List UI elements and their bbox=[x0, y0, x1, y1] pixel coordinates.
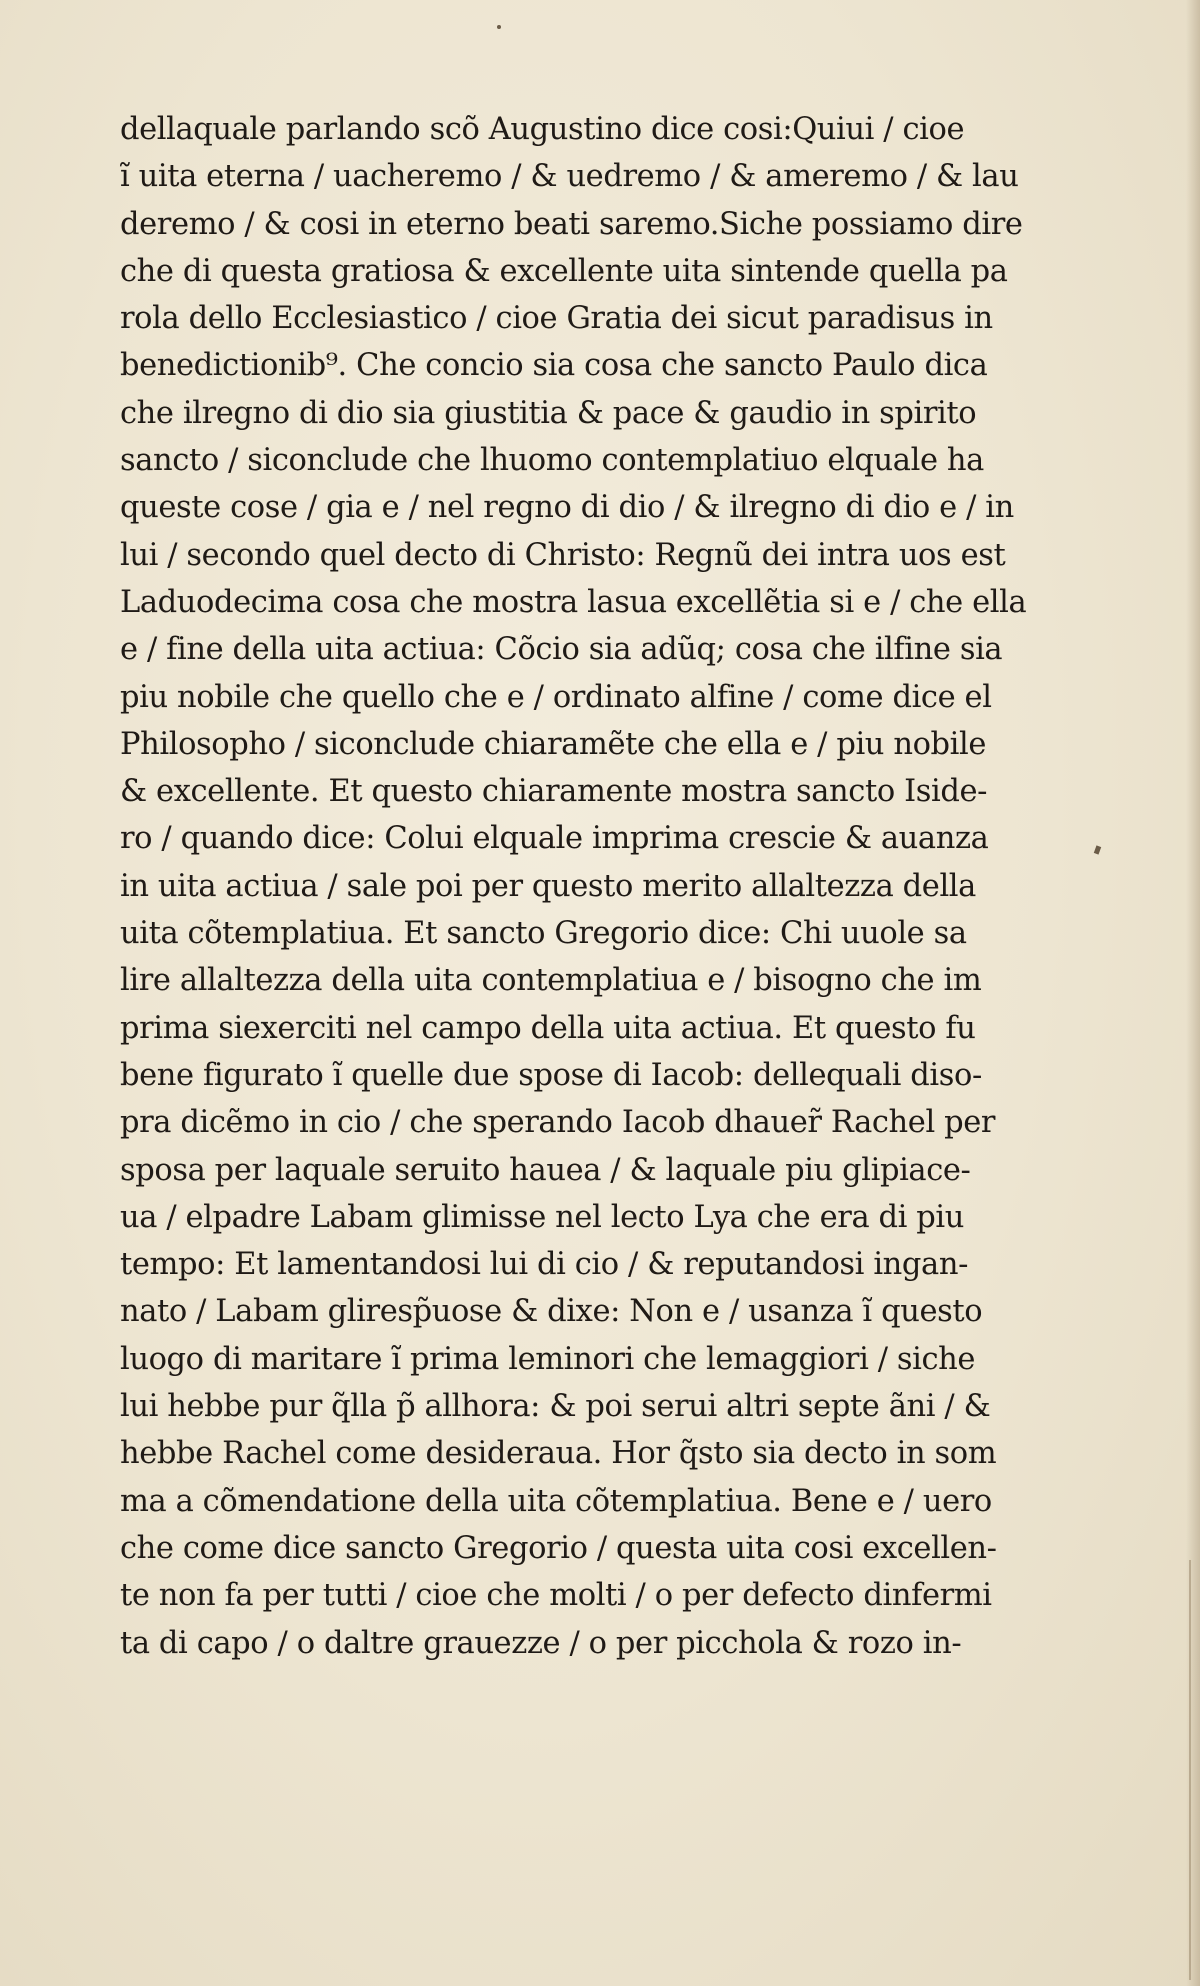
text-line: e / fine della uita actiua: Cõcio sia adũq; cosa che ilfine sia bbox=[120, 632, 1003, 668]
text-line: ĩ uita eterna / uacheremo / & uedremo / & ameremo / & lau bbox=[120, 159, 1019, 195]
text-line: benedictionib⁹. Che concio sia cosa che sancto Paulo dica bbox=[120, 348, 988, 384]
ink-speck bbox=[1094, 845, 1101, 854]
text-line: rola dello Ecclesiastico / cioe Gratia dei sicut paradisus in bbox=[120, 301, 993, 337]
page-edge-line bbox=[1189, 1560, 1191, 1980]
text-line: Laduodecima cosa che mostra lasua excellẽtia si e / che ella bbox=[120, 584, 1027, 620]
text-line: pra dicẽmo in cio / che sperando Iacob dhauer̃ Rachel per bbox=[120, 1105, 996, 1141]
printed-text-block bbox=[120, 106, 1027, 1667]
text-line: lui hebbe pur q̃lla p̃ allhora: & poi serui altri septe ãni / & bbox=[120, 1389, 991, 1425]
text-line: ua / elpadre Labam glimisse nel lecto Lya che era di piu bbox=[120, 1199, 965, 1235]
text-line: tempo: Et lamentandosi lui di cio / & reputandosi ingan- bbox=[120, 1247, 968, 1283]
text-line: ma a cõmendatione della uita cõtemplatiua. Bene e / uero bbox=[120, 1483, 992, 1519]
text-line: ta di capo / o daltre grauezze / o per picchola & rozo in- bbox=[120, 1625, 962, 1661]
text-line: che come dice sancto Gregorio / questa uita cosi excellen- bbox=[120, 1530, 997, 1566]
text-line: nato / Labam gliresp̃uose & dixe: Non e / usanza ĩ questo bbox=[120, 1294, 983, 1330]
text-line: lire allaltezza della uita contemplatiua e / bisogno che im bbox=[120, 963, 982, 999]
text-line: sancto / siconclude che lhuomo contemplatiuo elquale ha bbox=[120, 443, 984, 479]
text-line: bene figurato ĩ quelle due spose di Iacob: dellequali diso- bbox=[120, 1057, 982, 1093]
text-line: & excellente. Et questo chiaramente mostra sancto Iside- bbox=[120, 774, 988, 810]
text-line: in uita actiua / sale poi per questo merito allaltezza della bbox=[120, 868, 976, 904]
text-line: ro / quando dice: Colui elquale imprima crescie & auanza bbox=[120, 821, 989, 857]
ink-speck bbox=[497, 25, 501, 29]
text-line: queste cose / gia e / nel regno di dio / & ilregno di dio e / in bbox=[120, 490, 1014, 526]
text-line: prima siexerciti nel campo della uita actiua. Et questo fu bbox=[120, 1010, 976, 1046]
text-line: che di questa gratiosa & excellente uita sintende quella pa bbox=[120, 253, 1008, 289]
text-line: deremo / & cosi in eterno beati saremo.Siche possiamo dire bbox=[120, 206, 1023, 242]
text-line: che ilregno di dio sia giustitia & pace & gaudio in spirito bbox=[120, 395, 977, 431]
text-line: piu nobile che quello che e / ordinato alfine / come dice el bbox=[120, 679, 992, 715]
text-line: dellaquale parlando scõ Augustino dice cosi:Quiui / cioe bbox=[120, 112, 965, 147]
text-line: te non fa per tutti / cioe che molti / o per defecto dinfermi bbox=[120, 1578, 992, 1614]
text-line: lui / secondo quel decto di Christo: Regnũ dei intra uos est bbox=[120, 537, 1006, 573]
text-line: uita cõtemplatiua. Et sancto Gregorio dice: Chi uuole sa bbox=[120, 916, 967, 952]
text-line: sposa per laquale seruito hauea / & laquale piu glipiace- bbox=[120, 1152, 971, 1188]
text-line: Philosopho / siconclude chiaramẽte che ella e / piu nobile bbox=[120, 726, 987, 762]
text-line: hebbe Rachel come desideraua. Hor q̃sto sia decto in som bbox=[120, 1436, 997, 1472]
text-line: luogo di maritare ĩ prima leminori che lemaggiori / siche bbox=[120, 1341, 976, 1377]
